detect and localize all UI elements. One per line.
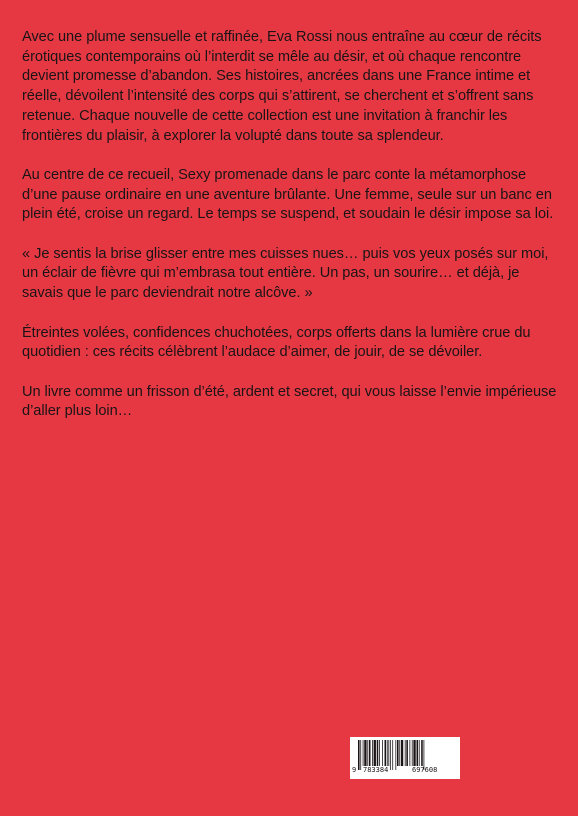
barcode-bar	[392, 740, 393, 770]
barcode-bar	[417, 740, 419, 766]
barcode-bar	[382, 740, 383, 766]
isbn-barcode	[350, 737, 460, 779]
blurb-text	[22, 28, 557, 442]
barcode-bar	[372, 740, 373, 766]
barcode-bar	[360, 740, 361, 770]
barcode-bar	[395, 740, 396, 770]
barcode-bar	[387, 740, 388, 766]
barcode-bar	[374, 740, 376, 766]
barcode-right-group: 697608	[412, 766, 438, 774]
barcode-bar	[388, 740, 389, 766]
barcode-bar	[405, 740, 406, 766]
barcode-bar	[385, 740, 387, 766]
barcode-bar	[401, 740, 403, 766]
barcode-bar	[419, 740, 420, 766]
blurb-paragraph-summary: Au centre de ce recueil, Sexy promenade dans le parc conte la métamorphose d’une pause ordinaire en une aventure brûlante. Une femme, seule sur un banc en plein été, croise un regard. Le temps se suspend, et soudain le désir impose sa loi.	[22, 166, 554, 223]
barcode-bar	[406, 740, 408, 766]
barcode-bar	[367, 740, 368, 766]
barcode-left-group: 783384	[363, 766, 389, 774]
blurb-paragraph-themes: Étreintes volées, confidences chuchotées, corps offerts dans la lumière crue du quotidien : ces récits célèbrent l’audace d’aimer, de jouir, de se dévoiler.	[22, 324, 531, 361]
barcode-bar	[397, 740, 399, 766]
blurb-paragraph-excerpt: « Je sentis la brise glisser entre mes cuisses nues… puis vos yeux posés sur moi, un éclair de fièvre qui m’embrasa tout entière. Un pas, un sourire… et déjà, je savais que le parc deviendrait notre alcôve. »	[22, 245, 549, 302]
barcode-bar	[390, 740, 391, 770]
barcode-bar	[369, 740, 371, 766]
barcode-bar	[377, 740, 379, 766]
blurb-paragraph-intro: Avec une plume sensuelle et raffinée, Eva Rossi nous entraîne au cœur de récits érotiques contemporains où l’interdit se mêle au désir, et où chaque rencontre devient promesse d’abandon. Ses histoires, ancrées dans une France intime et réelle, dévoilent l’intensité des corps qui s’attirent, se cherchent et s’offrent sans retenue. Chaque nouvelle de cette collection est une invitation à franchir les frontières du plaisir, à explorer la volupté dans toute sa splendeur.	[22, 29, 542, 144]
barcode-bar	[413, 740, 415, 766]
barcode-bar	[409, 740, 410, 766]
barcode-bar	[363, 740, 364, 766]
barcode-bar	[358, 740, 360, 770]
barcode-bar	[364, 740, 366, 766]
barcode-bar	[412, 740, 413, 766]
barcode-bar	[421, 740, 423, 766]
barcode-bar	[379, 740, 380, 766]
barcode-bar	[399, 740, 400, 766]
barcode-lead-digit: 9	[352, 766, 357, 774]
blurb-paragraph-closing: Un livre comme un frisson d’été, ardent et secret, qui vous laisse l’envie impérieuse d’aller plus loin…	[22, 383, 557, 420]
